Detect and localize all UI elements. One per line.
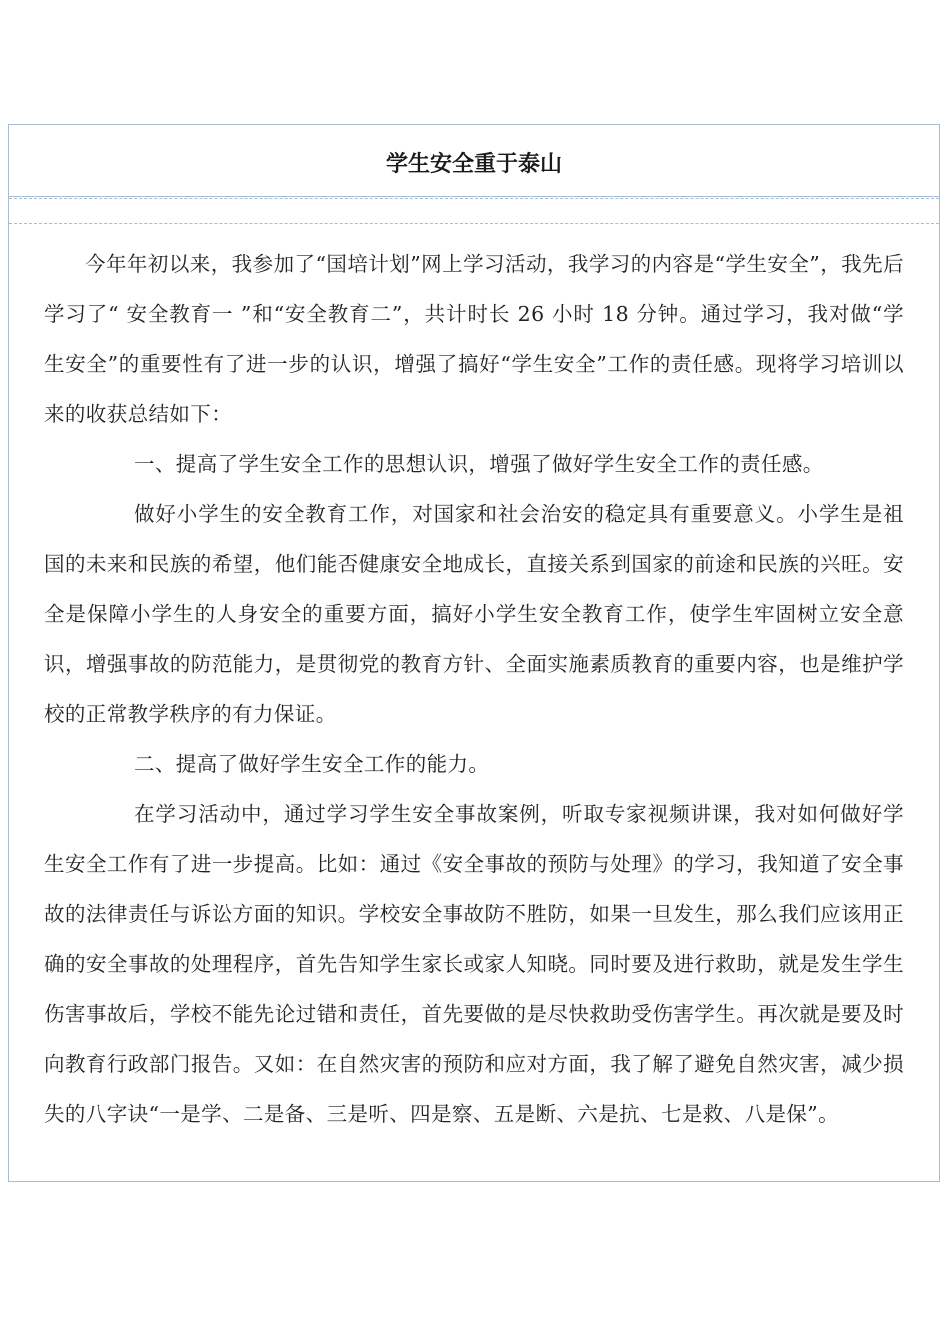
paragraph-intro: 今年年初以来，我参加了“国培计划”网上学习活动，我学习的内容是“学生安全”，我先后学习了“ 安全教育一 ”和“安全教育二”，共计时长 26 小时 18 分钟。通过学习，我对做“学生安全”的重要性有了进一步的认识，增强了搞好“学生安全”工作的责任感。现将学习培训以来的收获总结如下： (44, 252, 904, 426)
section-heading-1: 一、提高了学生安全工作的思想认识，增强了做好学生安全工作的责任感。 (134, 452, 824, 476)
document-body (44, 239, 904, 1139)
paragraph-section-1: 做好小学生的安全教育工作，对国家和社会治安的稳定具有重要意义。小学生是祖国的未来和民族的希望，他们能否健康安全地成长，直接关系到国家的前途和民族的兴旺。安全是保障小学生的人身安全的重要方面，搞好小学生安全教育工作，使学生牢固树立安全意识，增强事故的防范能力，是贯彻党的教育方针、全面实施素质教育的重要内容，也是维护学校的正常教学秩序的有力保证。 (44, 502, 904, 726)
paragraph-section-2: 在学习活动中，通过学习学生安全事故案例，听取专家视频讲课，我对如何做好学生安全工作有了进一步提高。比如：通过《安全事故的预防与处理》的学习，我知道了安全事故的法律责任与诉讼方面的知识。学校安全事故防不胜防，如果一旦发生，那么我们应该用正确的安全事故的处理程序，首先告知学生家长或家人知晓。同时要及进行救助，就是发生学生伤害事故后，学校不能先论过错和责任，首先要做的是尽快救助受伤害学生。再次就是要及时向教育行政部门报告。又如：在自然灾害的预防和应对方面，我了解了避免自然灾害，减少损失的八字诀“一是学、二是备、三是听、四是察、五是断、六是抗、七是救、八是保”。 (44, 802, 904, 1126)
section-heading-2: 二、提高了做好学生安全工作的能力。 (134, 752, 490, 776)
dashed-divider-bottom (9, 223, 939, 224)
dashed-divider-top (9, 198, 939, 199)
title-divider (9, 196, 939, 197)
document-title: 学生安全重于泰山 (385, 152, 562, 177)
document-frame (8, 124, 940, 1182)
